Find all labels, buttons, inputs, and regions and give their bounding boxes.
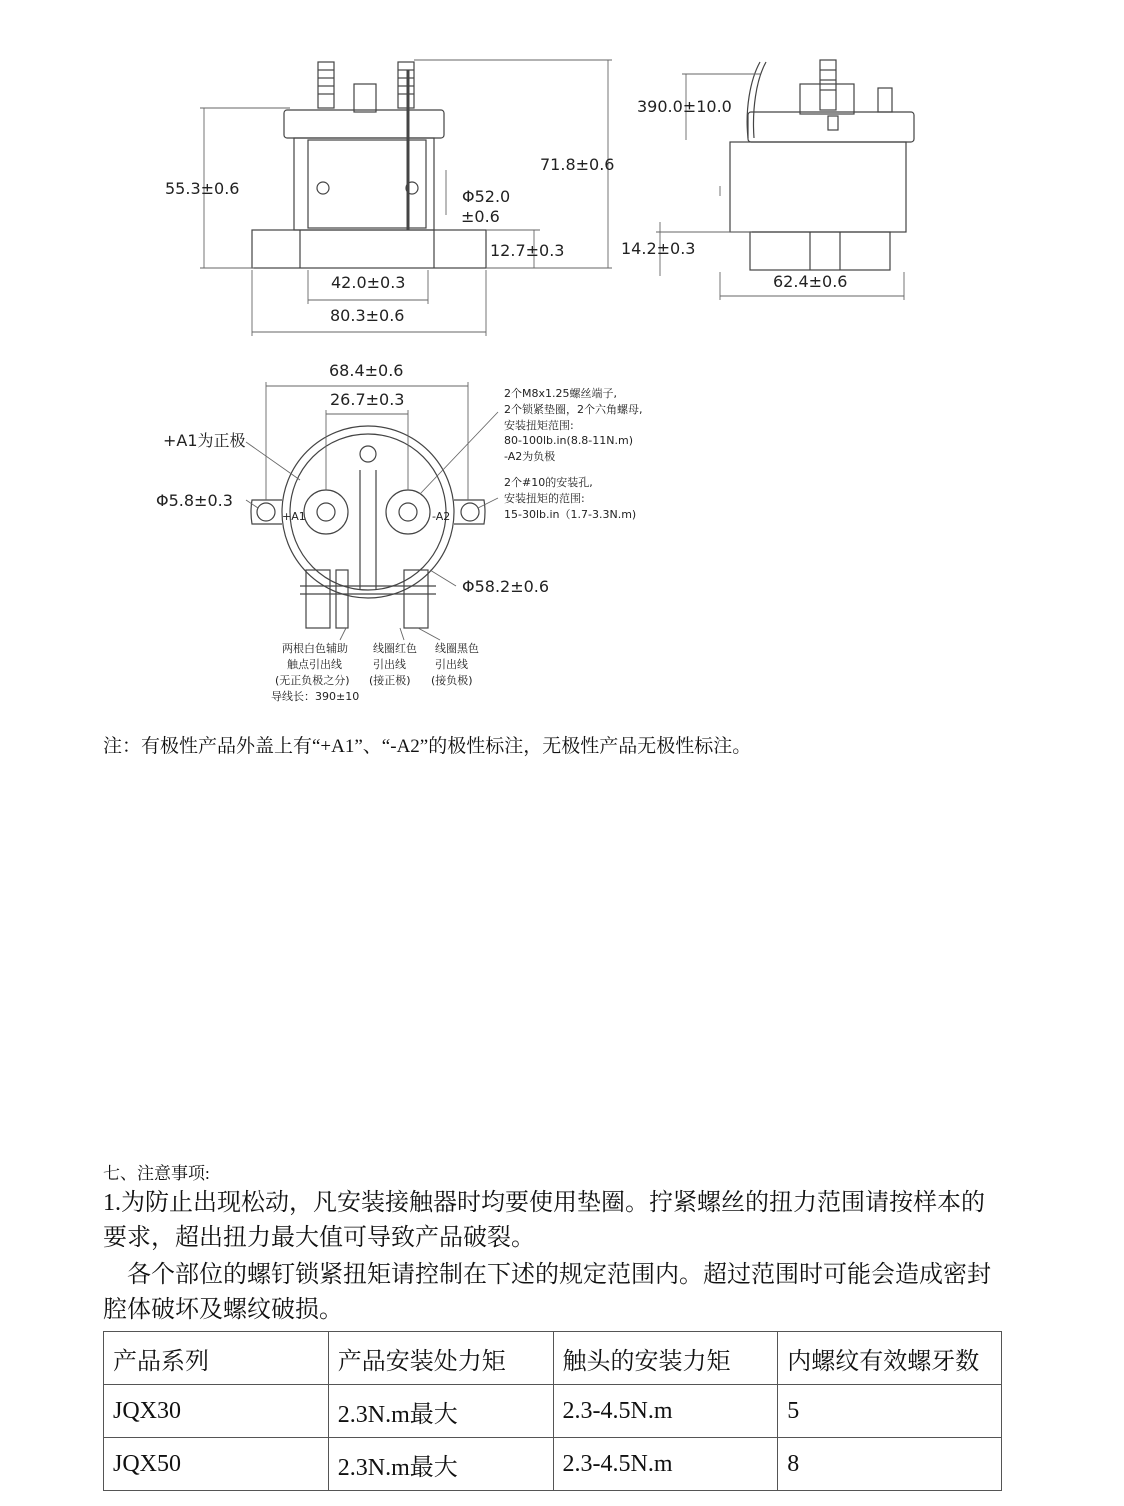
hole-dia-label: Φ5.8±0.3	[156, 491, 233, 510]
svg-text:安装扭矩的范围:: 安装扭矩的范围:	[504, 492, 585, 505]
svg-text:触点引出线: 触点引出线	[287, 658, 342, 671]
mark-a2: -A2	[432, 510, 451, 523]
side-lead-390: 390.0±10.0	[637, 97, 732, 116]
front-dia-52: Φ52.0	[462, 187, 511, 206]
table-cell: 2.3-4.5N.m	[553, 1385, 778, 1438]
mount-note	[504, 475, 636, 521]
torque-table	[103, 1331, 1002, 1491]
svg-text:线圈黑色: 线圈黑色	[435, 642, 479, 655]
paragraph-washer: 1.为防止出现松动，凡安装接触器时均要使用垫圈。拧紧螺丝的扭力范围请按样本的要求，超出扭力最大值可导致产品破裂。	[103, 1190, 985, 1251]
a1-positive-label: +A1为正极	[163, 431, 246, 450]
svg-text:引出线: 引出线	[373, 658, 406, 671]
front-base-12: 12.7±0.3	[490, 241, 565, 260]
table-cell: 2.3N.m最大	[328, 1438, 553, 1491]
table-cell: 8	[778, 1438, 1002, 1491]
front-width-80: 80.3±0.6	[330, 306, 405, 325]
table-row	[104, 1385, 1002, 1438]
svg-text:(无正负极之分): (无正负极之分)	[275, 674, 350, 687]
svg-text:15-30lb.in（1.7-3.3N.m): 15-30lb.in（1.7-3.3N.m)	[504, 508, 637, 521]
mark-a1: +A1	[282, 510, 306, 523]
table-cell: JQX30	[104, 1385, 329, 1438]
svg-text:(接负极): (接负极)	[431, 674, 473, 687]
svg-text:安装扭矩范围:: 安装扭矩范围:	[504, 419, 574, 432]
table-header-cell: 产品安装处力矩	[328, 1332, 553, 1385]
table-header-cell: 触头的安装力矩	[553, 1332, 778, 1385]
table-header-row	[104, 1332, 1002, 1385]
side-view-outline	[730, 60, 914, 270]
wire-white-note	[271, 641, 359, 703]
svg-text:导线长：390±10: 导线长：390±10	[271, 690, 360, 703]
top-view-outline	[251, 426, 485, 628]
table-cell: 2.3-4.5N.m	[553, 1438, 778, 1491]
table-cell: JQX50	[104, 1438, 329, 1491]
section-title: 七、注意事项:	[103, 1164, 210, 1183]
svg-text:2个M8x1.25螺丝端子,: 2个M8x1.25螺丝端子,	[504, 387, 617, 400]
svg-text:(接正极): (接正极)	[369, 674, 411, 687]
table-header-cell: 内螺纹有效螺牙数	[778, 1332, 1002, 1385]
wire-black-note	[431, 641, 479, 687]
svg-text:2个锁紧垫圈，2个六角螺母,: 2个锁紧垫圈，2个六角螺母,	[504, 403, 643, 416]
front-width-42: 42.0±0.3	[331, 273, 406, 292]
table-cell: 2.3N.m最大	[328, 1385, 553, 1438]
dimension-drawing	[0, 0, 1124, 720]
table-row	[104, 1438, 1002, 1491]
table-cell: 5	[778, 1385, 1002, 1438]
svg-text:引出线: 引出线	[435, 658, 468, 671]
svg-text:-A2为负极: -A2为负极	[504, 450, 556, 463]
polarity-note: 注：有极性产品外盖上有“+A1”、“-A2”的极性标注，无极性产品无极性标注。	[103, 736, 752, 757]
terminal-note	[504, 386, 643, 463]
front-height-71: 71.8±0.6	[540, 155, 615, 174]
front-dia-52-tol: ±0.6	[461, 207, 500, 226]
front-view-outline	[252, 62, 486, 268]
side-base-14: 14.2±0.3	[621, 239, 696, 258]
body-dia-label: Φ58.2±0.6	[462, 577, 550, 596]
front-height-55: 55.3±0.6	[165, 179, 240, 198]
side-width-62: 62.4±0.6	[773, 272, 848, 291]
table-header-cell: 产品系列	[104, 1332, 329, 1385]
svg-text:两根白色辅助: 两根白色辅助	[282, 642, 348, 655]
svg-text:80-100lb.in(8.8-11N.m): 80-100lb.in(8.8-11N.m)	[504, 434, 634, 447]
svg-text:2个#10的安装孔,: 2个#10的安装孔,	[504, 476, 593, 489]
top-width-26: 26.7±0.3	[330, 390, 405, 409]
svg-text:线圈红色: 线圈红色	[373, 642, 417, 655]
wire-red-note	[369, 641, 417, 687]
paragraph-torque: 各个部位的螺钉锁紧扭矩请控制在下述的规定范围内。超过范围时可能会造成密封腔体破坏及螺纹破损。	[103, 1262, 991, 1323]
top-width-68: 68.4±0.6	[329, 361, 404, 380]
